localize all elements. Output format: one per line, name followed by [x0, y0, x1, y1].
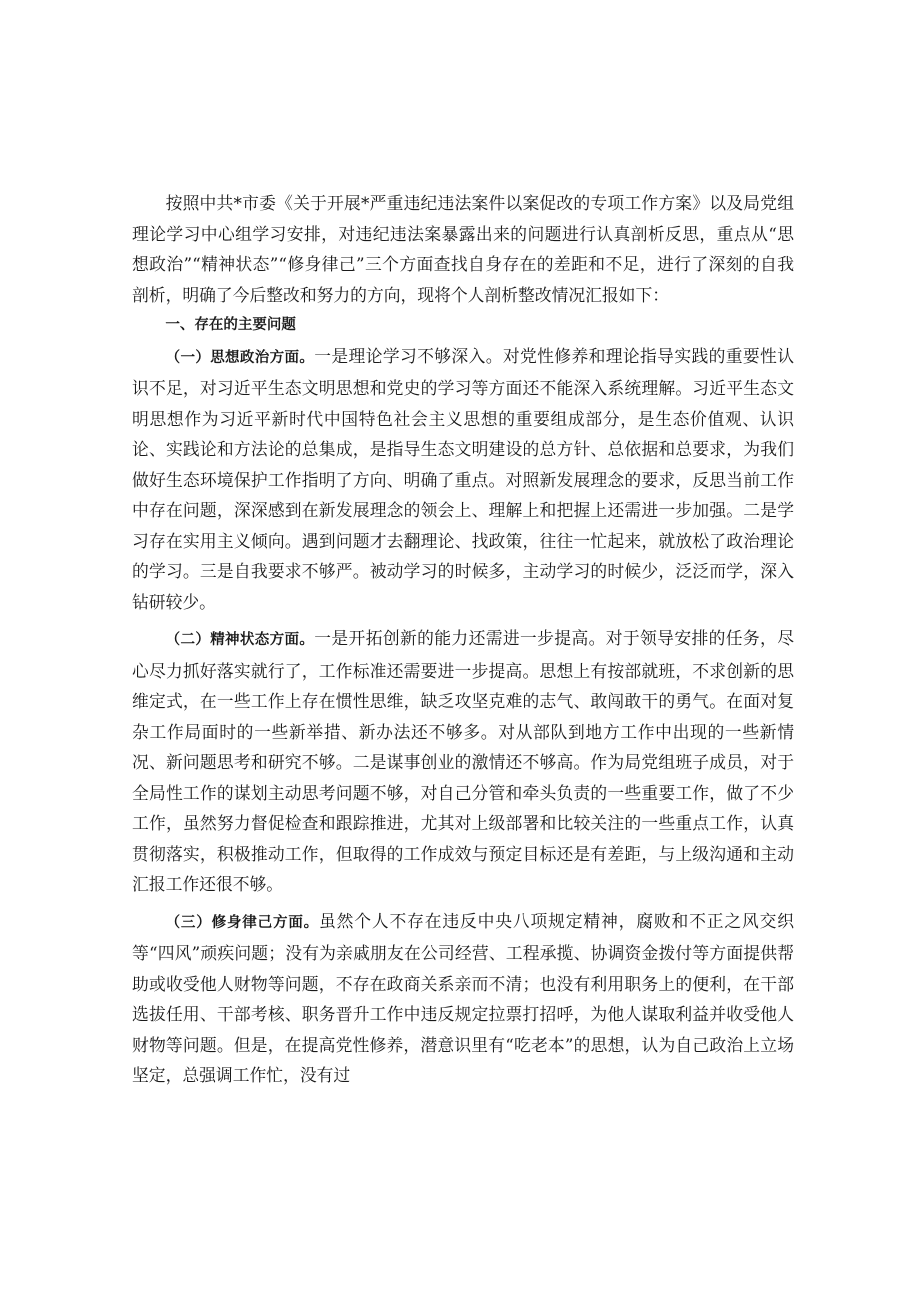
subheading-self-discipline: （三）修身律己方面。 [165, 914, 320, 931]
text-political-thought: 一是理论学习不够深入。对党性修养和理论指导实践的重要性认识不足，对习近平生态文明思想和党史的学习等方面还不能深入系统理解。习近平生态文明思想作为习近平新时代中国特色社会主义思想的重要组成部分，是生态价值观、认识论、实践论和方法论的总集成，是指导生态文明建设的总方针、总依据和总要求，为我们做好生态环境保护工作指明了方向、明确了重点。对照新发展理念的要求，反思当前工作中存在问题，深深感到在新发展理念的领会上、理解上和把握上还需进一步加强。二是学习存在实用主义倾向。遇到问题才去翻理论、找政策，往往一忙起来，就放松了政治理论的学习。三是自我要求不够严。被动学习的时候多，主动学习的时候少，泛泛而学，深入钻研较少。 [132, 345, 794, 612]
text-mental-state: 一是开拓创新的能力还需进一步提高。对于领导安排的任务，尽心尽力抓好落实就行了，工作标准还需要进一步提高。思想上有按部就班，不求创新的思维定式，在一些工作上存在惯性思维，缺乏攻坚克难的志气、敢闯敢干的勇气。在面对复杂工作局面时的一些新举措、新办法还不够多。对从部队到地方工作中出现的一些新情况、新问题思考和研究不够。二是谋事创业的激情还不够高。作为局党组班子成员，对于全局性工作的谋划主动思考问题不够，对自己分管和牵头负责的一些重要工作，做了不少工作，虽然努力督促检查和跟踪推进，尤其对上级部署和比较关注的一些重点工作，认真贯彻落实，积极推动工作，但取得的工作成效与预定目标还是有差距，与上级沟通和主动汇报工作还很不够。 [132, 628, 794, 894]
document-body [132, 188, 794, 1091]
paragraph-mental-state [132, 623, 794, 900]
section-heading-main-problems: 一、存在的主要问题 [165, 317, 296, 333]
subheading-mental-state: （二）精神状态方面。 [165, 632, 315, 648]
paragraph-self-discipline [132, 906, 794, 1091]
subheading-political-thought: （一）思想政治方面。 [165, 349, 315, 366]
text-self-discipline: 虽然个人不存在违反中央八项规定精神，腐败和不正之风交织等“四风”顽疾问题；没有为亲戚朋友在公司经营、工程承揽、协调资金拨付等方面提供帮助或收受他人财物等问题，不存在政商关系亲而不清；也没有利用职务上的便利，在干部选拔任用、干部考核、职务晋升工作中违反规定拉票打招呼，为他人谋取利益并收受他人财物等问题。但是，在提高党性修养，潜意识里有“吃老本”的思想，认为自己政治上立场坚定，总强调工作忙，没有过 [132, 910, 794, 1085]
paragraph-political-thought [132, 341, 794, 618]
intro-paragraph: 按照中共*市委《关于开展*严重违纪违法案件以案促改的专项工作方案》以及局党组理论学习中心组学习安排，对违纪违法案暴露出来的问题进行认真剖析反思，重点从“思想政治”“精神状态”“修身律己”三个方面查找自身存在的差距和不足，进行了深刻的自我剖析，明确了今后整改和努力的方向，现将个人剖析整改情况汇报如下： [132, 193, 794, 305]
